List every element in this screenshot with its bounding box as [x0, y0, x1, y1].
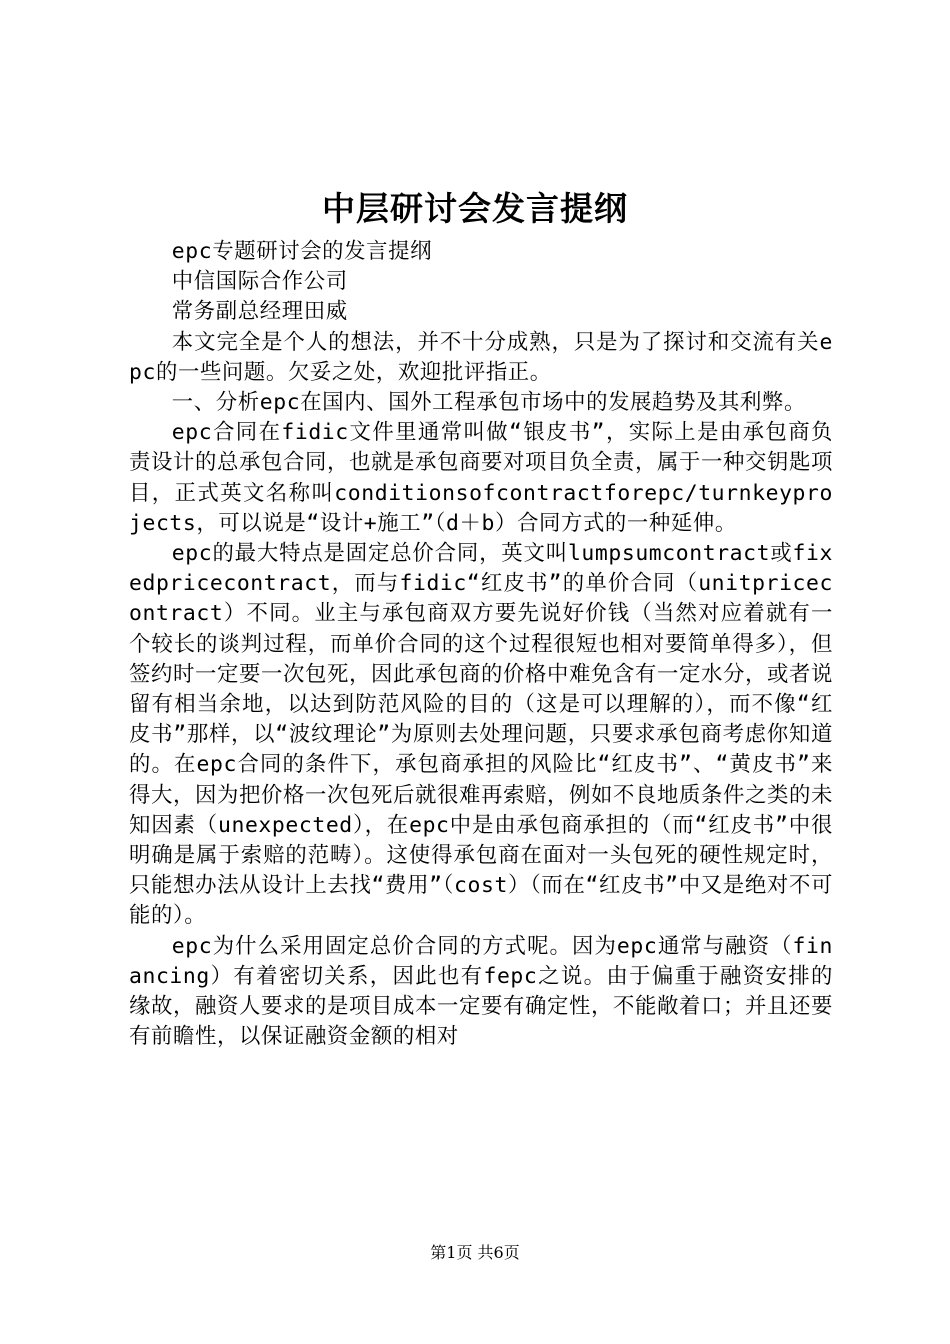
- paragraph-preface: 本文完全是个人的想法，并不十分成熟，只是为了探讨和交流有关epc的一些问题。欠妥之处，欢迎批评指正。: [129, 329, 833, 385]
- paragraph-author: 常务副总经理田威: [171, 299, 348, 325]
- document-title: 中层研讨会发言提纲: [322, 189, 628, 228]
- paragraph-section-heading: 一、分析epc在国内、国外工程承包市场中的发展趋势及其利弊。: [171, 390, 806, 416]
- paragraph-body: epc为什么采用固定总价合同的方式呢。因为epc通常与融资（financing）有着密切关系，因此也有fepc之说。由于偏重于融资安排的缘故，融资人要求的是项目成本一定要有确定性，不能敞着口；并且还要有前瞻性，以保证融资金额的相对: [129, 933, 833, 1050]
- paragraph-organization: 中信国际合作公司: [171, 269, 348, 295]
- paragraph-subtitle: epc专题研讨会的发言提纲: [171, 239, 433, 264]
- paragraph-body: epc的最大特点是固定总价合同，英文叫lumpsumcontract或fixedpricecontract，而与fidic“红皮书”的单价合同（unitpricecontract）不同。业主与承包商双方要先说好价钱（当然对应着就有一个较长的谈判过程，而单价合同的这个过程很短也相对要简单得多），但签约时一定要一次包死，因此承包商的价格中难免含有一定水分，或者说留有相当余地，以达到防范风险的目的（这是可以理解的），而不像“红皮书”那样，以“波纹理论”为原则去处理问题，只要求承包商考虑你知道的。在epc合同的条件下，承包商承担的风险比“红皮书”、“黄皮书”来得大，因为把价格一次包死后就很难再索赔，例如不良地质条件之类的未知因素（unexpected），在epc中是由承包商承担的（而“红皮书”中很明确是属于索赔的范畴）。这使得承包商在面对一头包死的硬性规定时，只能想办法从设计上去找“费用”（cost）（而在“红皮书”中又是绝对不可能的）。: [129, 541, 833, 929]
- page-footer: 第1页 共6页: [430, 1243, 520, 1262]
- paragraph-body: epc合同在fidic文件里通常叫做“银皮书”，实际上是由承包商负责设计的总承包合同，也就是承包商要对项目负全责，属于一种交钥匙项目，正式英文名称叫conditionsofcontractforepc/turnkeyprojects，可以说是“设计+施工”（d＋b）合同方式的一种延伸。: [129, 420, 833, 536]
- document-body: [129, 237, 833, 1052]
